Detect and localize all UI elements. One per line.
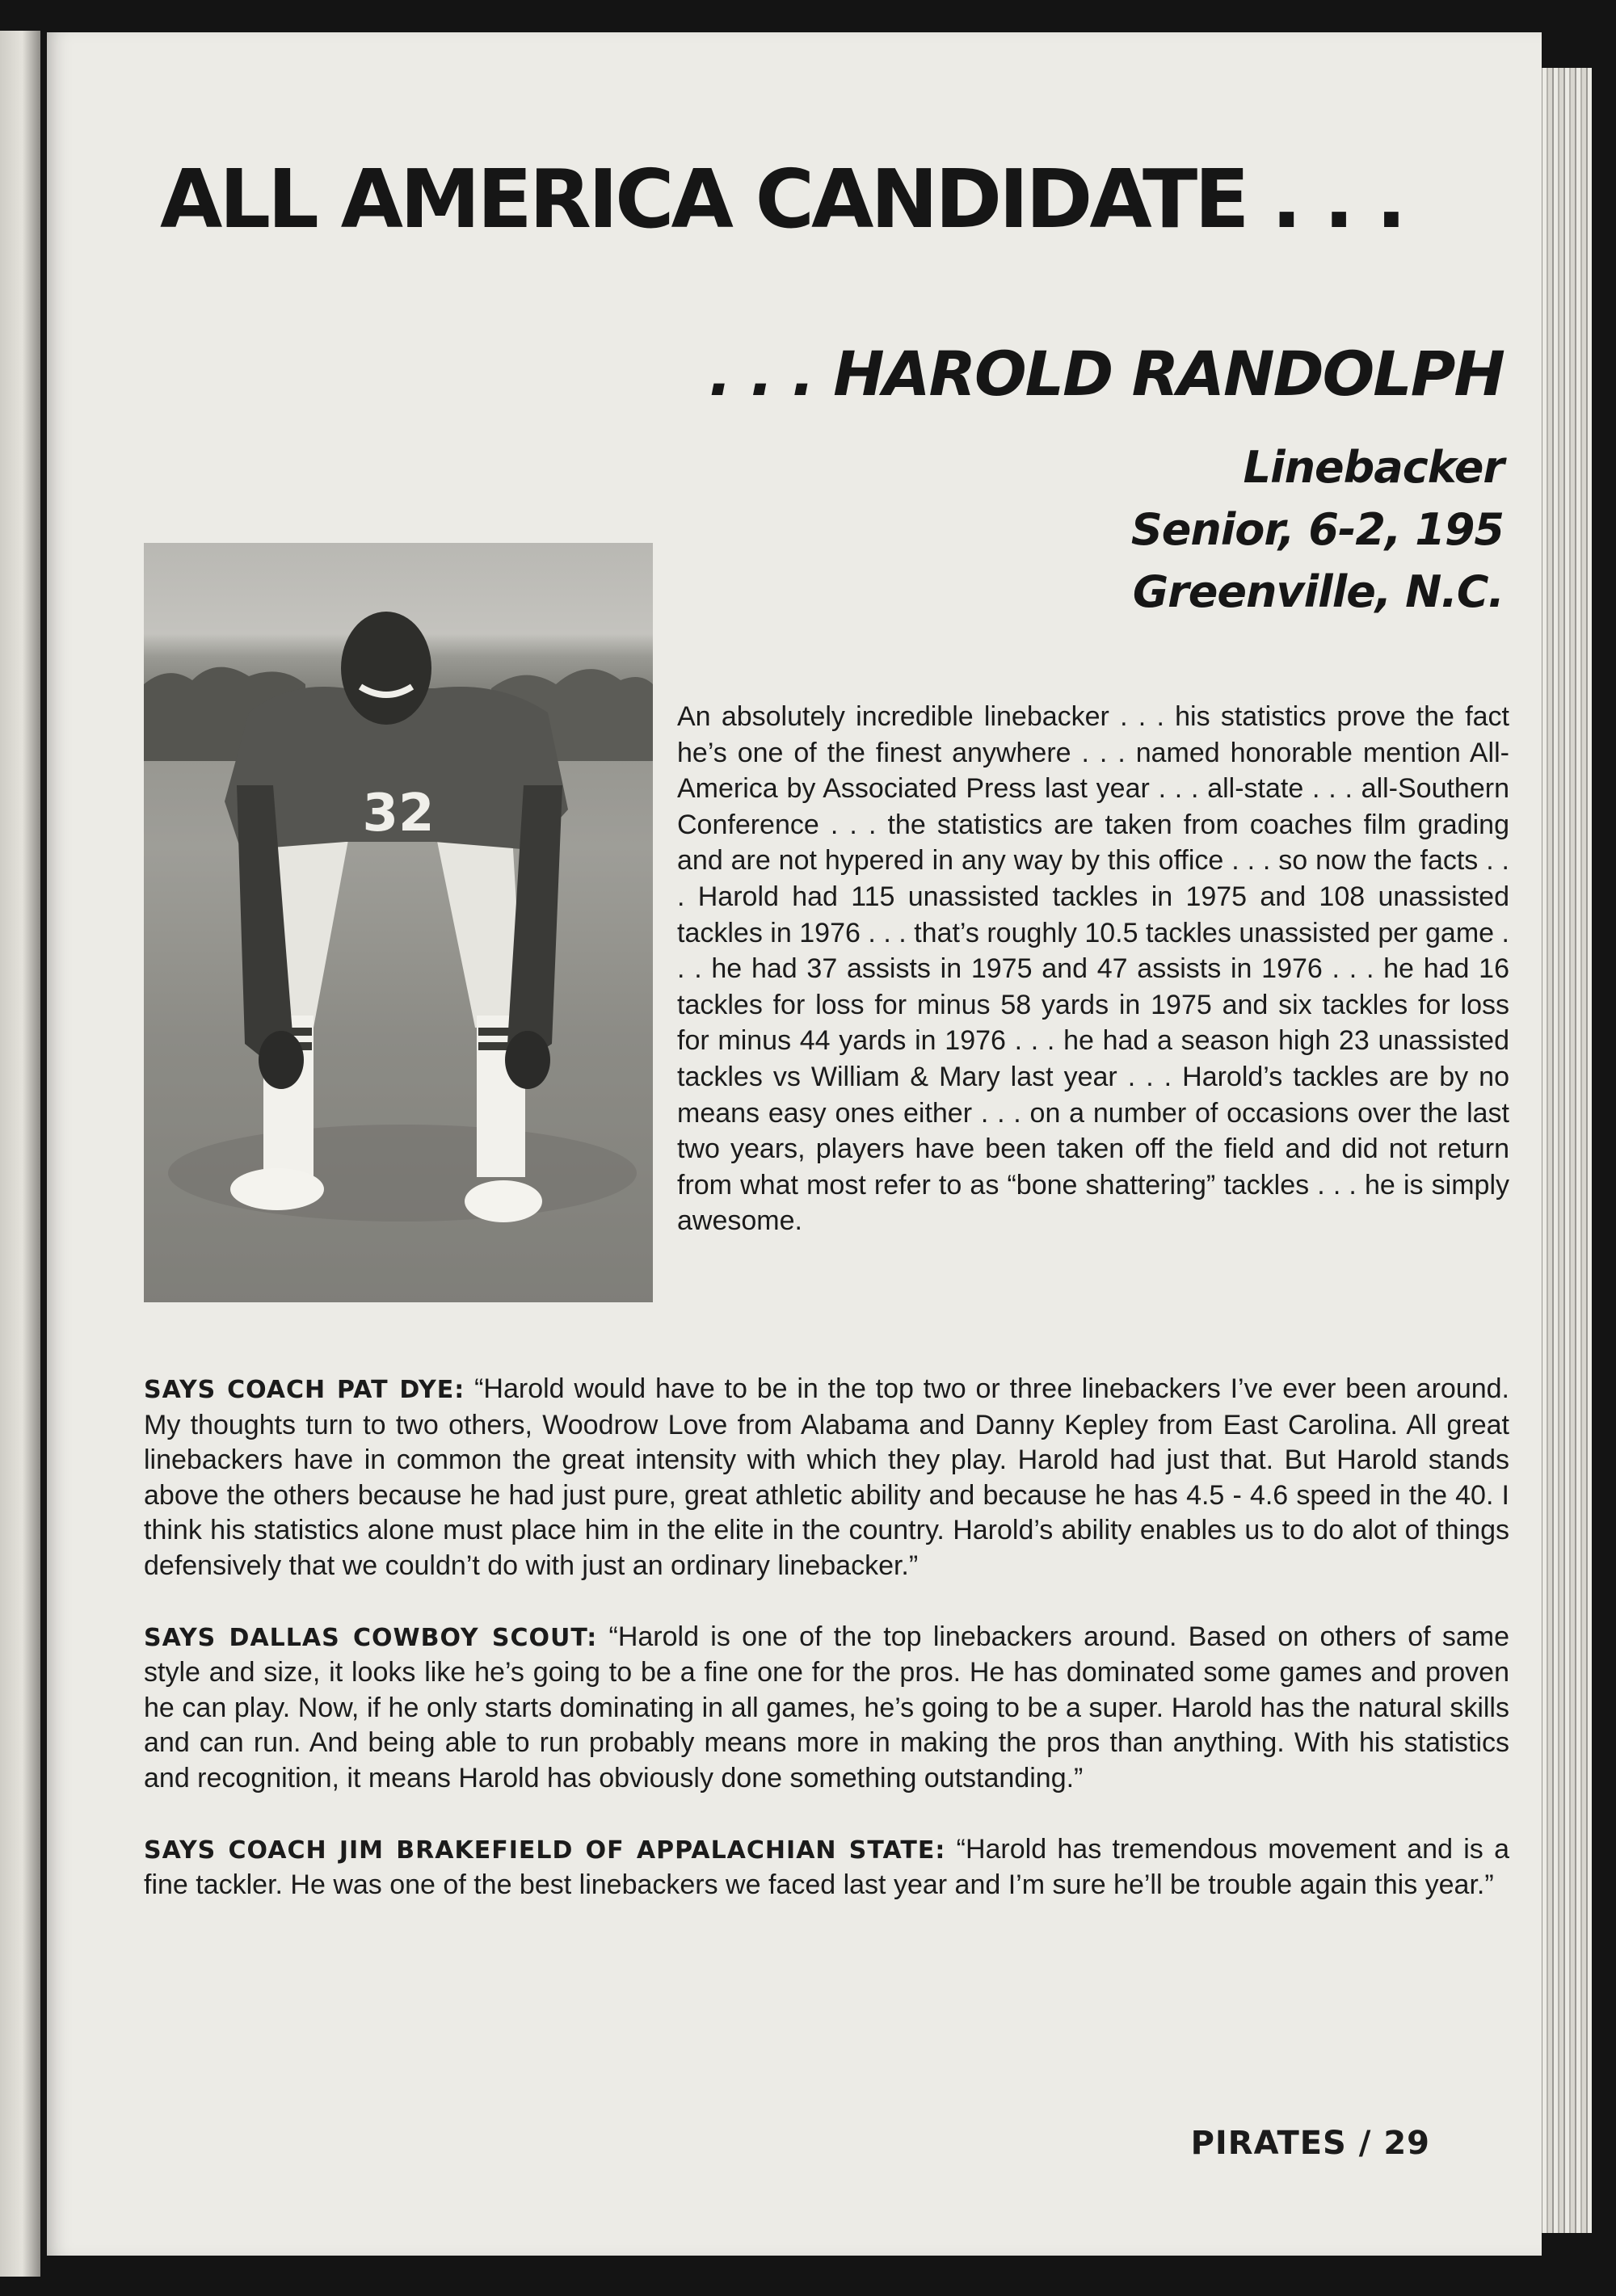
quote-text: “Harold would have to be in the top two or three linebackers I’ve ever been around. My thoughts turn to two others, Woodrow Love from Alabama and Danny Kepley from East Carolina. All great linebackers have in common the great intensity with which they play. Harold had just that. But Harold stands above the others because he had just pure, great athletic ability and because he has 4.5 - 4.6 speed in the 40. I think his statistics alone must place him in the elite in the country. Harold’s ability enables us to do alot of things defensively that we couldn’t do with just an ordinary linebacker.”: [144, 1373, 1509, 1581]
quote-speaker: SAYS DALLAS COWBOY SCOUT:: [144, 1623, 598, 1652]
quotes-section: [144, 1372, 1509, 1939]
player-photo: [144, 543, 653, 1302]
quote-jim-brakefield: [144, 1832, 1509, 1903]
player-class-size: Senior, 6-2, 195: [1130, 504, 1504, 555]
quote-dallas-scout: [144, 1620, 1509, 1797]
player-photo-illustration: [144, 543, 653, 1302]
intro-paragraph: An absolutely incredible linebacker . . . his statistics prove the fact he’s one of the finest anywhere . . . named honorable mention All-America by Associated Press last year . . . all-state . . . all-Southern Conference . . . the statistics are taken from coaches film grading and are not hypered in any way by this office . . . so now the facts . . . Harold had 115 unassisted tackles in 1975 and 108 unassisted tackles in 1976 . . . that’s roughly 10.5 tackles unassisted per game . . . he had 37 assists in 1975 and 47 assists in 1976 . . . he had 16 tackles for loss for minus 58 yards in 1975 and six tackles for loss for minus 44 yards in 1976 . . . he had a season high 23 unassisted tackles vs William & Mary last year . . . Harold’s tackles are by no means easy ones either . . . on a number of occasions over the last two years, players have been taken off the field and did not return from what most refer to as “bone shattering” tackles . . . he is simply awesome.: [677, 701, 1509, 1237]
player-name: . . . HAROLD RANDOLPH: [709, 338, 1504, 410]
quote-text: “Harold is one of the top linebackers around. Based on others of same style and size, it looks like he’s going to be a fine one for the pros. He has dominated some games and proven he can play. Now, if he only starts dominating in all games, he’s going to be a super. Harold has the natural skills and can run. And being able to run probably means more in making the pros than anything. With his statistics and recognition, it means Harold has obviously done something outstanding.”: [144, 1621, 1509, 1793]
player-profile: [1131, 436, 1504, 623]
headline: ALL AMERICA CANDIDATE . . .: [160, 152, 1403, 246]
adjacent-page-edge: [0, 31, 40, 2277]
quote-speaker: SAYS COACH JIM BRAKEFIELD OF APPALACHIAN STATE:: [144, 1836, 946, 1865]
player-position: Linebacker: [1243, 442, 1504, 493]
quote-speaker: SAYS COACH PAT DYE:: [144, 1376, 465, 1404]
page-number: PIRATES / 29: [1190, 2125, 1430, 2162]
jersey-number: 32: [362, 784, 435, 843]
player-hometown: Greenville, N.C.: [1132, 566, 1504, 617]
quote-text: “Harold has tremendous movement and is a fine tackler. He was one of the best linebackers we faced last year and I’m sure he’ll be trouble again this year.”: [144, 1833, 1509, 1901]
magazine-page: [47, 32, 1542, 2256]
quote-pat-dye: [144, 1372, 1509, 1584]
